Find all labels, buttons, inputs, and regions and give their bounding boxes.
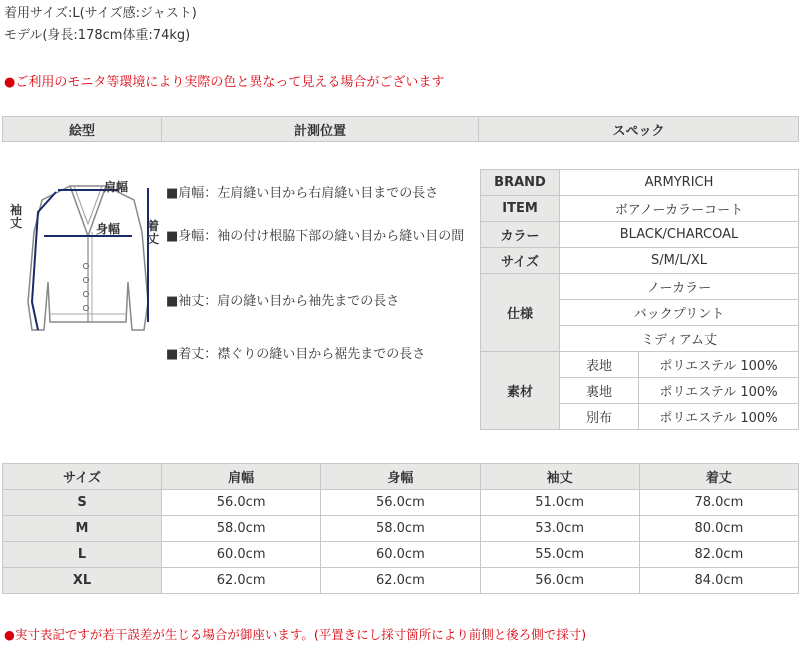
sleeve-value: 55.0cm bbox=[480, 542, 639, 568]
size-name: M bbox=[3, 516, 162, 542]
table-row bbox=[3, 542, 799, 568]
header-shoulder: 肩幅 bbox=[162, 464, 321, 490]
cardigan-illustration bbox=[8, 172, 163, 342]
shoulder-value: 60.0cm bbox=[162, 542, 321, 568]
size-name: XL bbox=[3, 568, 162, 594]
material-fabric: ポリエステル 100% bbox=[639, 404, 799, 430]
table-row bbox=[3, 516, 799, 542]
body-value: 56.0cm bbox=[321, 490, 480, 516]
size-label: サイズ bbox=[481, 248, 560, 274]
shoulder-value: 56.0cm bbox=[162, 490, 321, 516]
table-row bbox=[3, 568, 799, 594]
header-length: 着丈 bbox=[639, 464, 798, 490]
header-sleeve: 袖丈 bbox=[480, 464, 639, 490]
spec-row-brand bbox=[481, 170, 799, 196]
model-info-text: モデル(身長:178cm体重:74kg) bbox=[4, 28, 191, 43]
footer-note: ●実寸表記ですが若干誤差が生じる場合が御座います。(平置きにし採寸箇所により前側と後ろ側で採寸) bbox=[4, 627, 587, 642]
color-label: カラー bbox=[481, 222, 560, 248]
brand-value: ARMYRICH bbox=[560, 170, 799, 196]
header-body: 身幅 bbox=[321, 464, 480, 490]
material-label: 素材 bbox=[481, 352, 560, 430]
monitor-note: ●ご利用のモニタ等環境により実際の色と異なって見える場合がございます bbox=[4, 75, 445, 90]
shoulder-value: 62.0cm bbox=[162, 568, 321, 594]
measurement-shoulder: ■肩幅：左肩縫い目から右肩縫い目までの長さ bbox=[166, 186, 439, 201]
size-value: S/M/L/XL bbox=[560, 248, 799, 274]
brand-label: BRAND bbox=[481, 170, 560, 196]
feature-value: ミディアム丈 bbox=[560, 326, 799, 352]
spec-table bbox=[480, 169, 799, 430]
color-value: BLACK/CHARCOAL bbox=[560, 222, 799, 248]
sleeve-value: 51.0cm bbox=[480, 490, 639, 516]
bullet-icon: ■ bbox=[166, 186, 179, 201]
size-worn-text: 着用サイズ:L(サイズ感:ジャスト) bbox=[4, 6, 197, 21]
bullet-icon: ■ bbox=[166, 294, 179, 309]
section-header bbox=[2, 116, 799, 142]
header-measurement: 計測位置 bbox=[162, 117, 479, 142]
size-table-header bbox=[3, 464, 799, 490]
material-part: 別布 bbox=[560, 404, 639, 430]
length-value: 84.0cm bbox=[639, 568, 798, 594]
size-name: S bbox=[3, 490, 162, 516]
bullet-icon: ■ bbox=[166, 347, 179, 362]
length-label: 着丈 bbox=[147, 219, 160, 246]
feature-value: ノーカラー bbox=[560, 274, 799, 300]
length-value: 80.0cm bbox=[639, 516, 798, 542]
body-value: 62.0cm bbox=[321, 568, 480, 594]
item-value: ボアノーカラーコート bbox=[560, 196, 799, 222]
body-value: 58.0cm bbox=[321, 516, 480, 542]
feature-value: バックプリント bbox=[560, 300, 799, 326]
header-illustration: 絵型 bbox=[3, 117, 162, 142]
size-table bbox=[2, 463, 799, 594]
measurement-length: ■着丈：襟ぐりの縫い目から裾先までの長さ bbox=[166, 347, 426, 362]
length-value: 82.0cm bbox=[639, 542, 798, 568]
sleeve-value: 53.0cm bbox=[480, 516, 639, 542]
spec-row-color bbox=[481, 222, 799, 248]
sleeve-label: 袖丈 bbox=[10, 203, 23, 230]
item-label: ITEM bbox=[481, 196, 560, 222]
size-name: L bbox=[3, 542, 162, 568]
shoulder-value: 58.0cm bbox=[162, 516, 321, 542]
material-fabric: ポリエステル 100% bbox=[639, 352, 799, 378]
spec-row-feature bbox=[481, 274, 799, 300]
spec-row-size bbox=[481, 248, 799, 274]
body-width-label: 身幅 bbox=[96, 222, 121, 236]
spec-row-material bbox=[481, 352, 799, 378]
features-label: 仕様 bbox=[481, 274, 560, 352]
shoulder-label: 肩幅 bbox=[104, 180, 129, 194]
header-spec: スペック bbox=[479, 117, 799, 142]
material-fabric: ポリエステル 100% bbox=[639, 378, 799, 404]
body-value: 60.0cm bbox=[321, 542, 480, 568]
table-row bbox=[3, 490, 799, 516]
garment-diagram bbox=[8, 172, 163, 342]
material-part: 表地 bbox=[560, 352, 639, 378]
bullet-icon: ■ bbox=[166, 229, 179, 244]
measurement-body: ■身幅：袖の付け根脇下部の縫い目から縫い目の間 bbox=[166, 229, 465, 244]
spec-row-item bbox=[481, 196, 799, 222]
header-size: サイズ bbox=[3, 464, 162, 490]
sleeve-value: 56.0cm bbox=[480, 568, 639, 594]
material-part: 裏地 bbox=[560, 378, 639, 404]
measurement-sleeve: ■袖丈：肩の縫い目から袖先までの長さ bbox=[166, 294, 400, 309]
length-value: 78.0cm bbox=[639, 490, 798, 516]
